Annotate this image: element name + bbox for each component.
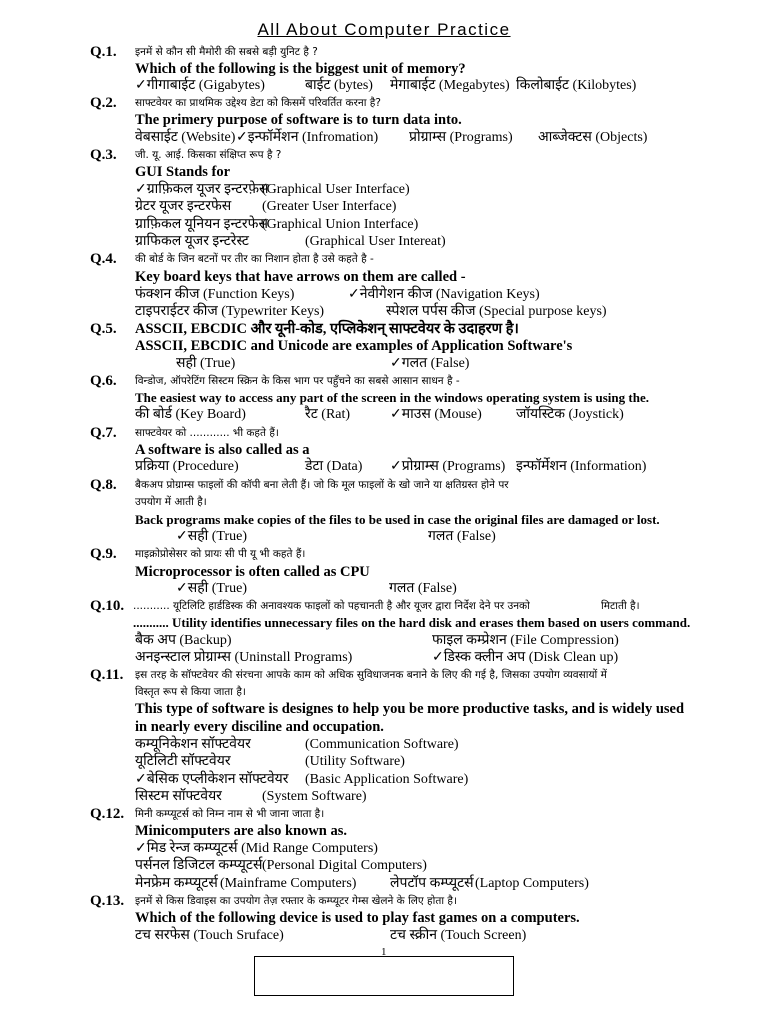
question-english: ........... Utility identifies unnecessary files on the hard disk and erases them based on users command. (133, 615, 691, 630)
option: फाइल कम्प्रेशन (File Compression) (432, 633, 619, 648)
question-number: Q.3. (90, 147, 117, 163)
question-hindi: इनमें से कौन सी मैमोरी की सबसे बड़ी युनिट है ? (135, 46, 318, 58)
option: प्रक्रिया (Procedure) (135, 459, 239, 474)
option: (Greater User Interface) (262, 199, 397, 214)
question-number: Q.7. (90, 425, 117, 441)
option: (Graphical User Intereat) (305, 234, 446, 249)
option: बाईट (bytes) (305, 78, 373, 93)
question-english: Which of the following device is used to play fast games on a computers. (135, 910, 580, 926)
option: गलत (False) (389, 581, 457, 596)
question-number: Q.11. (90, 667, 124, 683)
option: (Basic Application Software) (305, 772, 469, 787)
option: इन्फॉर्मेशन (Information) (516, 459, 647, 474)
page-title: All About Computer Practice (257, 20, 511, 39)
option: (Mainframe Computers) (220, 876, 357, 891)
question-english: Key board keys that have arrows on them are called - (135, 269, 466, 285)
option: टच स्क्रीन (Touch Screen) (390, 928, 527, 943)
question-hindi: इस तरह के सॉफ्टवेयर की संरचना आपके काम को अधिक सुविधाजनक बनाने के लिए की गई है, जिसका उपयोग व्यवसायों में (135, 669, 607, 681)
option: बैक अप (Backup) (135, 633, 232, 648)
option: मेगाबाईट (Megabytes) (390, 78, 510, 93)
option: स्पेशल पर्पस कीज (Special purpose keys) (386, 304, 607, 319)
option: ✓नेवीगेशन कीज (Navigation Keys) (348, 287, 540, 302)
option: ✓इन्फॉर्मेशन (Infromation) (236, 130, 379, 145)
question-hindi: इनमें से किस डिवाइस का उपयोग तेज़ रफ्तार के कम्प्यूटर गेम्स खेलने के लिए होता है। (135, 895, 457, 907)
option: ✓सही (True) (176, 529, 248, 544)
question-hindi: माइक्रोप्रोसेसर को प्रायः सी पी यू भी कहते हैं। (135, 548, 306, 560)
option: मेनफ्रेम कम्प्यूटर्स (135, 876, 218, 891)
question-number: Q.2. (90, 95, 117, 111)
question-english: The easiest way to access any part of the screen in the windows operating system is using the. (135, 390, 649, 405)
page-number: 1 (381, 946, 387, 958)
question-number: Q.12. (90, 806, 125, 822)
option: सही (True) (176, 356, 236, 371)
question-hindi: मिनी कम्प्यूटर्स को निम्न नाम से भी जाना जाता है। (135, 808, 325, 820)
option: ✓डिस्क क्लीन अप (Disk Clean up) (432, 650, 619, 665)
question-english: GUI Stands for (135, 164, 231, 180)
question-english-cont: in nearly every disciline and occupation. (135, 719, 384, 735)
question-hindi: साफ्टवेयर का प्राथमिक उद्देश्य डेटा को किसमें परिवर्तित करना है? (135, 97, 381, 109)
option: (Graphical User Interface) (262, 182, 410, 197)
option: अनइन्स्टाल प्रोग्राम्स (Uninstall Programs) (135, 650, 353, 665)
option: (System Software) (262, 789, 367, 804)
question-hindi-cont: उपयोग में आती है। (135, 496, 207, 508)
option: टच सरफेस (Touch Sruface) (135, 928, 284, 943)
question-hindi: ........... यूटिलिटि हार्डडिस्क की अनावश्यक फाइलों को पहचानती है और यूजर द्वारा निर्देश देने पर उनको (133, 600, 530, 612)
option: यूटिलिटी सॉफ्टवेयर (135, 754, 231, 769)
option: ग्राफ़िकल यूनियन इन्टरफेस (135, 217, 268, 232)
question-hindi: की बोर्ड के जिन बटनों पर तीर का निशान होता है उसे कहते है - (135, 253, 374, 265)
option: की बोर्ड (Key Board) (135, 407, 246, 422)
option: ✓प्रोग्राम्स (Programs) (390, 459, 506, 474)
option: रैट (Rat) (305, 407, 351, 422)
option: सिस्टम सॉफ्टवेयर (135, 789, 222, 804)
question-number: Q.1. (90, 44, 117, 60)
question-number: Q.10. (90, 598, 125, 614)
question-number: Q.8. (90, 477, 117, 493)
question-english: Microprocessor is often called as CPU (135, 564, 370, 580)
question-hindi: ASSCII, EBCDIC और यूनी-कोड, एप्लिकेशन् साफ्टवेयर के उदाहरण है। (135, 321, 519, 337)
footer-box (254, 956, 514, 996)
question-number: Q.4. (90, 251, 117, 267)
option: फंक्शन कीज (Function Keys) (135, 287, 295, 302)
option: डेटा (Data) (305, 459, 363, 474)
option: पर्सनल डिजिटल कम्प्यूटर्स (135, 858, 263, 873)
option: लेपटॉप कम्प्यूटर्स (390, 876, 474, 891)
option: टाइपराईटर कीज (Typewriter Keys) (135, 304, 325, 319)
question-number: Q.5. (90, 321, 117, 337)
question-english: A software is also called as a (135, 442, 310, 458)
option: (Communication Software) (305, 737, 459, 752)
option: ✓सही (True) (176, 581, 248, 596)
question-number: Q.9. (90, 546, 117, 562)
option: ✓माउस (Mouse) (390, 407, 482, 422)
question-english: ASSCII, EBCDIC and Unicode are examples of Application Software's (135, 338, 573, 354)
option: ✓गलत (False) (390, 356, 470, 371)
option: कम्यूनिकेशन सॉफ्टवेयर (135, 737, 251, 752)
option: ग्राफिकल यूजर इन्टरेस्ट (135, 234, 249, 249)
option: (Graphical Union Interface) (262, 217, 419, 232)
option: (Personal Digital Computers) (262, 858, 427, 873)
question-english: This type of software is designes to help you be more productive tasks, and is widely used (135, 701, 685, 717)
option: ग्रेटर यूजर इन्टरफेस (135, 199, 232, 214)
question-hindi: बैकअप प्रोग्राम्स फाइलों की कॉपी बना लेती हैं। जो कि मूल फाइलों के खो जाने या क्षतिग्रस्त होने पर (135, 479, 509, 491)
question-hindi: विन्डोज, ऑपरेटिंग सिस्टम स्क्रिन के किस भाग पर पहुँचने का सबसे आसान साधन है - (135, 375, 460, 387)
option: ✓गीगाबाईट (Gigabytes) (135, 78, 265, 93)
question-english: The primery purpose of software is to turn data into. (135, 112, 462, 128)
option: (Laptop Computers) (475, 876, 589, 891)
question-number: Q.13. (90, 893, 125, 909)
option: गलत (False) (428, 529, 496, 544)
option: आब्जेक्टस (Objects) (538, 130, 648, 145)
option: ✓बेसिक एप्लीकेशन सॉफ्टवेयर (135, 772, 289, 787)
question-english: Back programs make copies of the files to be used in case the original files are damaged or lost. (135, 512, 660, 527)
question-hindi-end: मिटाती है। (601, 600, 640, 612)
question-english: Which of the following is the biggest unit of memory? (135, 61, 466, 77)
question-hindi: जी. यू. आई. किसका संक्षिप्त रूप है ? (135, 149, 282, 161)
option: वेबसाईट (Website) (135, 130, 236, 145)
question-hindi-cont: विस्तृत रूप से किया जाता है। (135, 686, 246, 698)
option: जॉयस्टिक (Joystick) (516, 407, 624, 422)
question-number: Q.6. (90, 373, 117, 389)
option: ✓ग्राफ़िकल यूजर इन्टरफ़ेस (135, 182, 269, 197)
option: प्रोग्राम्स (Programs) (409, 130, 513, 145)
option: (Utility Software) (305, 754, 405, 769)
option: ✓मिड रेन्ज कम्प्यूटर्स (Mid Range Computers) (135, 841, 378, 856)
question-hindi: साफ्टवेयर को ............ भी कहते हैं। (135, 427, 279, 439)
option: किलोबाईट (Kilobytes) (516, 78, 637, 93)
question-english: Minicomputers are also known as. (135, 823, 348, 839)
